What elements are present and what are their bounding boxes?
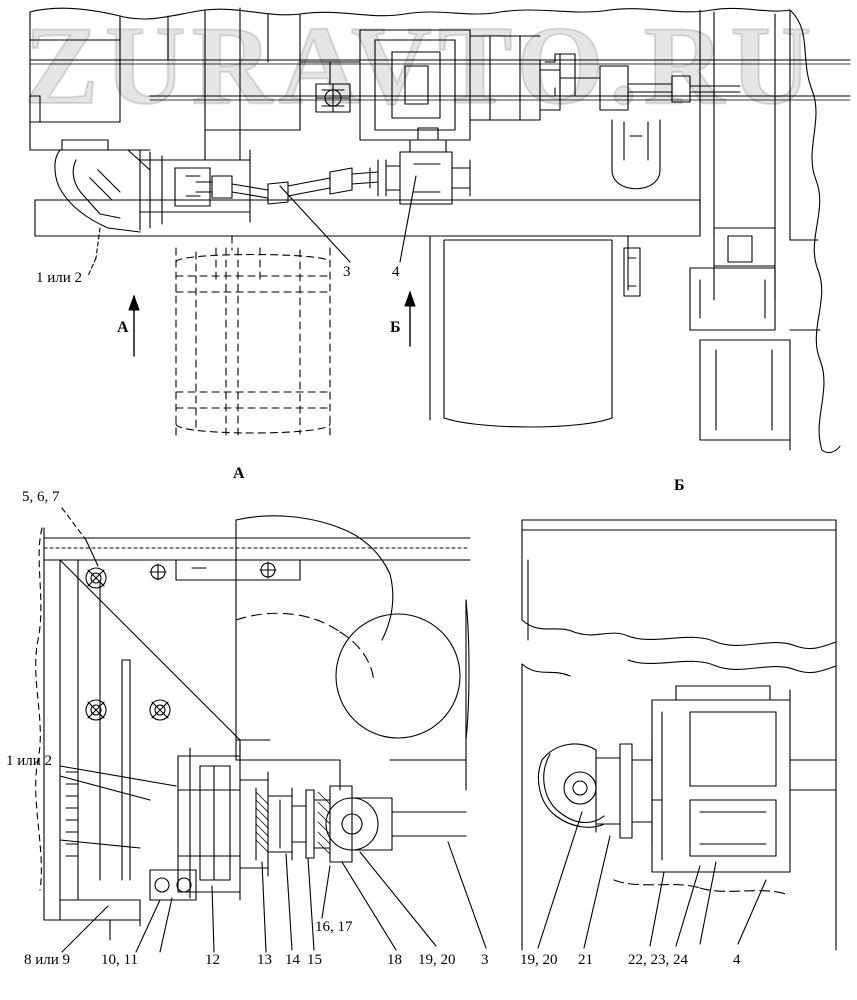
callout-18: 18 [387,952,402,968]
callout-21: 21 [578,952,593,968]
callout-13: 13 [257,952,272,968]
callout-16-17: 16, 17 [315,919,353,935]
section-letter-b-arrow: Б [390,319,401,336]
callout-3: 3 [343,264,351,280]
callout-1-ili-2: 1 или 2 [36,270,83,286]
callout-12: 12 [205,952,220,968]
callout-10-11: 10, 11 [101,952,138,968]
watermark-text: ZURAVTO.RU [24,4,818,128]
callout-19-20-b: 19, 20 [520,952,558,968]
callout-22-23-24: 22, 23, 24 [628,952,688,968]
callout-1-ili-2-lower: 1 или 2 [6,753,53,769]
view-caption-a: А [233,465,245,482]
section-letter-a-arrow: А [117,319,129,336]
callout-14: 14 [285,952,300,968]
callout-5-6-7: 5, 6, 7 [22,489,60,505]
callout-4-b: 4 [733,952,741,968]
view-caption-b: Б [674,477,685,494]
callout-4: 4 [392,264,400,280]
callout-8-ili-9: 8 или 9 [24,952,71,968]
callout-15: 15 [307,952,322,968]
callout-19-20: 19, 20 [418,952,456,968]
callout-3-lower: 3 [481,952,489,968]
